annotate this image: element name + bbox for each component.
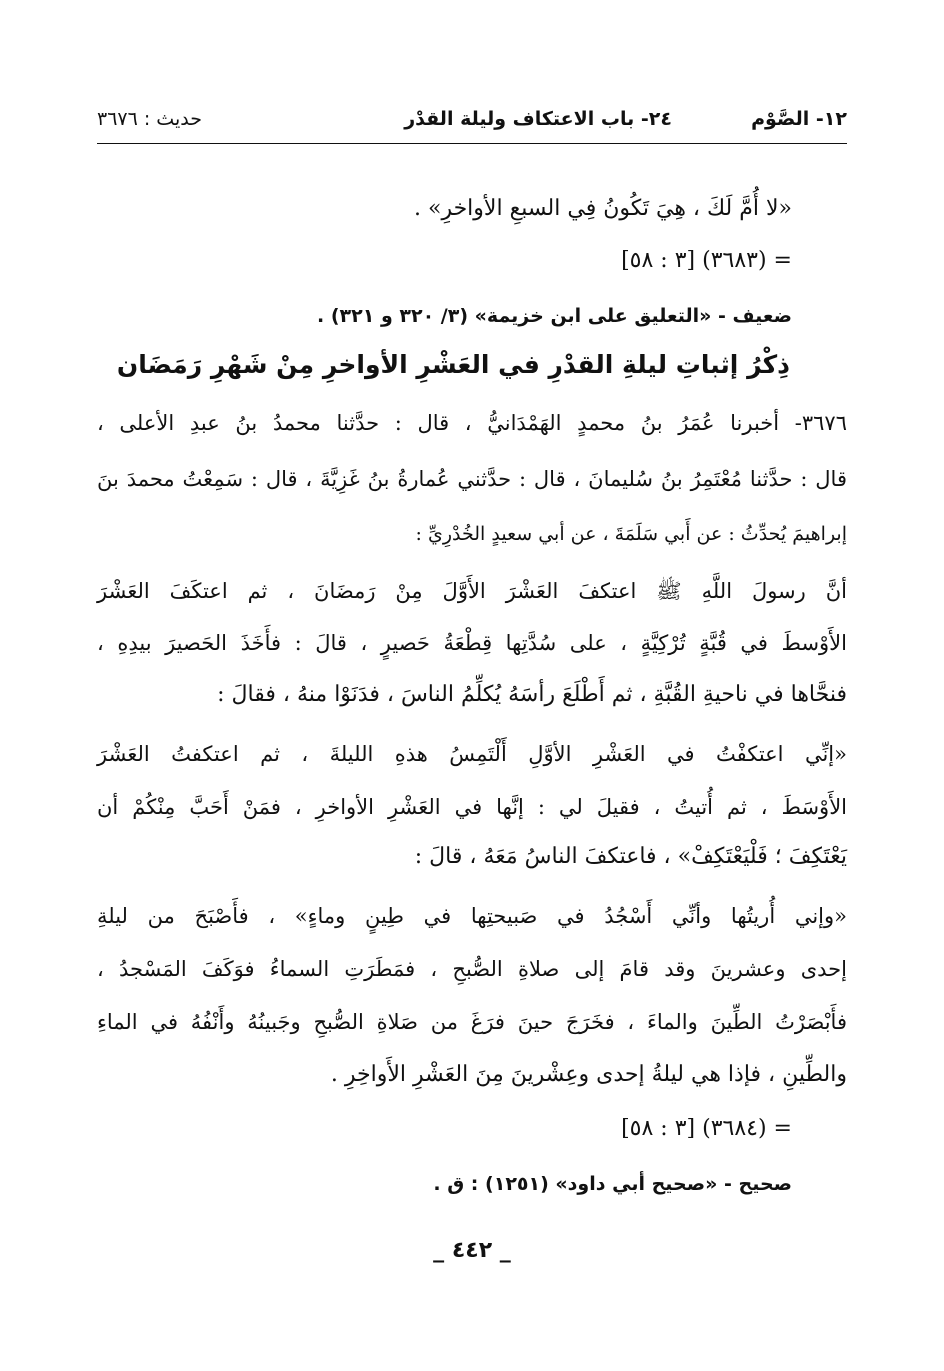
prev-hadith-grading: ضعيف - «التعليق على ابن خزيمة» (٣/ ٣٢٠ و ٣٢١) . (317, 305, 792, 327)
hadith-ref: = (٣٦٨٤) [٣ : ٥٨] (621, 1116, 792, 1141)
matn-line: إحدى وعشرينَ وقد قامَ إلى صلاةِ الصُّبحِ ، فمَطَرَتِ السماءُ فوَكَفَ المَسْجدُ ، (97, 957, 847, 981)
matn-line: والطِّينِ ، فإذا هي ليلةُ إحدى وعِشْرينَ مِنَ العَشْرِ الأَواخِرِ . (330, 1062, 847, 1087)
header-hadith-ref: حديث : ٣٦٧٦ (97, 108, 202, 130)
matn-line: فنحَّاها في ناحيةِ القُبَّةِ ، ثم أَطْلَعَ رأسَهُ يُكلِّمُ الناسَ ، فدَنَوْا منهُ ، فقالَ : (217, 682, 847, 707)
matn-line: «وإني أُريتُها وأنِّي أَسْجُدُ في صَبيحتِها في طِينٍ وماءٍ» ، فأَصْبَحَ من ليلةِ (97, 904, 847, 928)
running-header (97, 98, 847, 138)
prev-hadith-quote: «لا أُمَّ لَكَ ، هِيَ تَكُونُ فِي السبعِ الأواخرِ» . (414, 196, 792, 221)
hadith-grading: صحيح - «صحيح أبي داود» (١٢٥١) : ق . (433, 1173, 792, 1195)
header-section: ٢٤- باب الاعتكاف وليلة القدْر (404, 108, 672, 130)
chapter-title: ذِكْرُ إثباتِ ليلةِ القدْرِ في العَشْرِ الأواخرِ مِنْ شَهْرِ رَمَضَان (116, 350, 790, 379)
isnad-line: إبراهيمَ يُحدِّثُ : عن أَبي سَلَمَةَ ، عن أبي سعيدٍ الخُدْرِيِّ : (415, 523, 847, 545)
matn-line: فأَبْصَرْتُ الطِّينَ والماءَ ، فخَرَجَ حينَ فرَغَ من صَلاةِ الصُّبحِ وجَبينُهُ وأَنْفُهُ في الماءِ (97, 1010, 847, 1034)
header-chapter: ١٢- الصَّوْم (751, 108, 847, 130)
matn-line: يَعْتَكِفَ ؛ فَلْيَعْتَكِفْ» ، فاعتكفَ الناسُ مَعَهُ ، قالَ : (414, 844, 847, 869)
page-number: _ ٤٤٢ _ (433, 1238, 511, 1263)
matn-line: أنَّ رسولَ اللَّهِ ﷺ اعتكفَ العَشْرَ الأَوَّلَ مِنْ رَمضَانَ ، ثم اعتكَفَ العَشْرَ (97, 579, 847, 603)
matn-line: الأَوْسَطَ ، ثم أُتيتُ ، فقيلَ لي : إنَّها في العَشْرِ الأواخرِ ، فمَنْ أَحَبَّ مِنْكُمْ أن (97, 795, 847, 819)
header-rule (97, 143, 847, 144)
isnad-line: ٣٦٧٦- أخبرنا عُمَرُ بنُ محمدٍ الهَمْدَانيُّ ، قال : حدَّثنا محمدُ بنُ عبدِ الأعلى ، (97, 411, 847, 435)
matn-line: «إنِّي اعتكفْتُ في العَشْرِ الأوَّلِ أَلْتَمِسُ هذهِ الليلةَ ، ثم اعتكفتُ العَشْرَ (97, 742, 847, 766)
matn-line: الأَوْسطَ في قُبَّةٍ تُرْكِيَّةٍ ، على سُدَّتِها قِطْعَةُ حَصيرٍ ، قالَ : فأَخَذَ الحَصيرَ بيدِهِ ، (97, 631, 847, 655)
prev-hadith-ref: = (٣٦٨٣) [٣ : ٥٨] (621, 248, 792, 273)
isnad-line: قال : حدَّثنا مُعْتَمِرُ بنُ سُليمانَ ، قال : حدَّثني عُمارةُ بنُ غَزِيَّةَ ، قال : سَمِعْتُ محمدَ بنَ (97, 467, 847, 491)
